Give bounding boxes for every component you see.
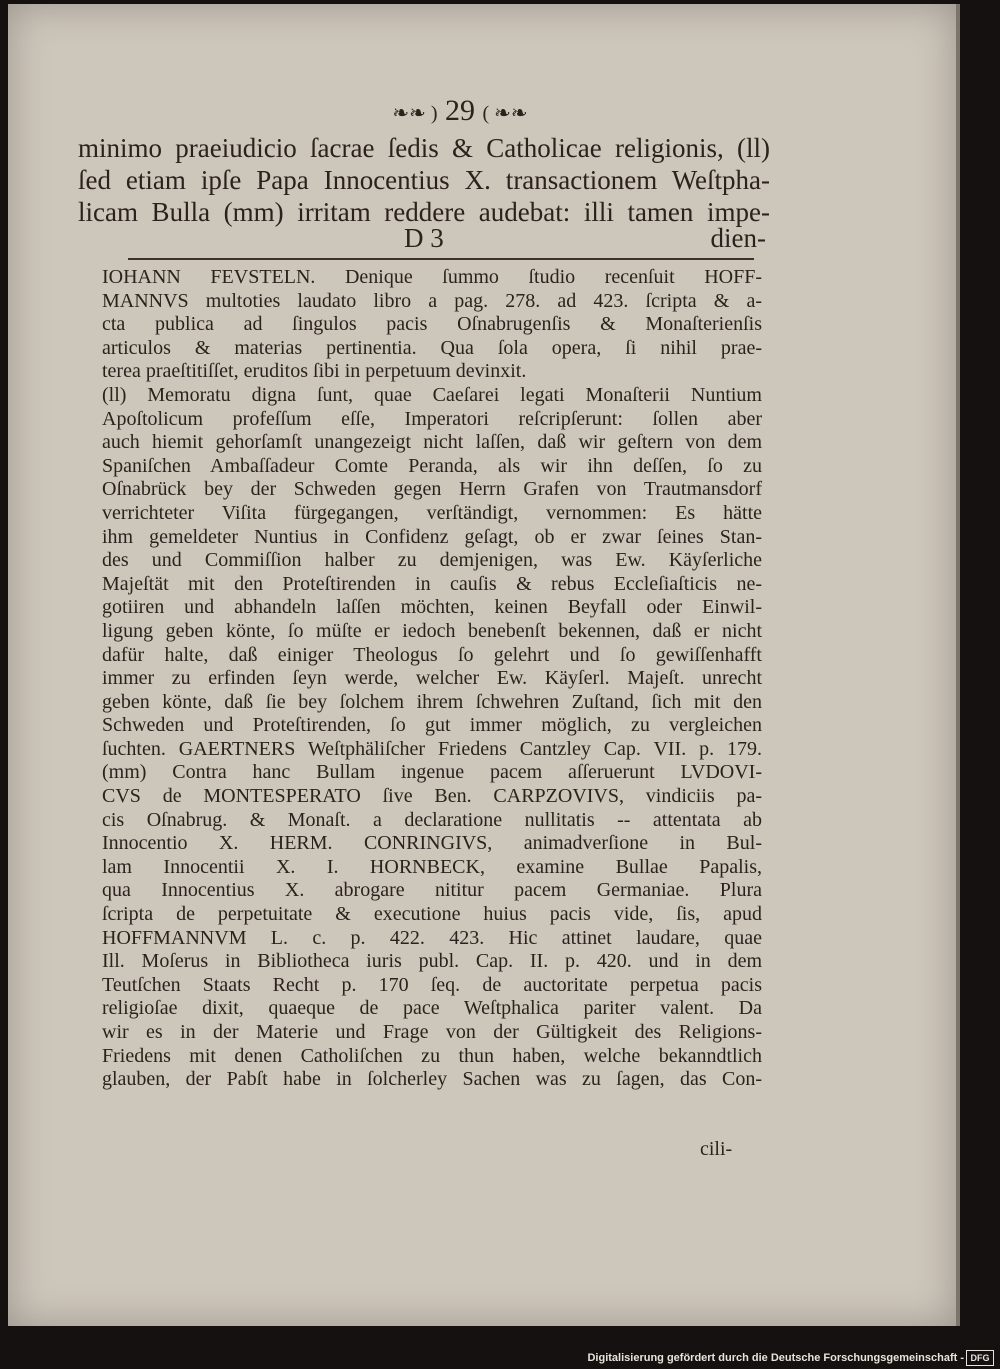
body-line: ſed etiam ipſe Papa Innocentius X. transactionem Weſtpha- (78, 165, 770, 195)
footnote-rule (128, 258, 754, 260)
ornament-left: ❧❧ ) (392, 102, 438, 125)
footnote-line: auch hiemit gehorſamſt unangezeigt nicht laſſen, daß wir geſtern von dem (102, 431, 762, 454)
footnote-line: Friedens mit denen Catholiſchen zu thun haben, welche bekanndtlich (102, 1044, 762, 1067)
body-line: minimo praeiudicio ſacrae ſedis & Catholicae religionis, (ll) (78, 133, 770, 163)
footnote-line: ſuchten. GAERTNERS Weſtphäliſcher Friedens Cantzley Cap. VII. p. 179. (102, 737, 762, 760)
footnote-line: HOFFMANNVM L. c. p. 422. 423. Hic attinet laudare, quae (102, 926, 762, 949)
footnote-line: wir es in der Materie und Frage von der Gültigkeit des Religions- (102, 1021, 762, 1043)
footnote-line: MANNVS multoties laudato libro a pag. 278. ad 423. ſcripta & a- (102, 289, 762, 312)
dfg-logo: DFG (966, 1350, 994, 1366)
footnote-line: cta publica ad ſingulos pacis Oſnabrugenſis & Monaſterienſis (102, 313, 762, 336)
footnote-line: Oſnabrück bey der Schweden gegen Herrn Grafen von Trautmansdorf (102, 478, 762, 501)
signature-mark: D 3 (404, 223, 444, 253)
footnote-line: CVS de MONTESPERATO ſive Ben. CARPZOVIVS, vindiciis pa- (102, 785, 762, 808)
signature-row (78, 223, 770, 259)
final-catchword: cili- (700, 1138, 733, 1160)
page-header (340, 94, 580, 128)
footnote-line: glauben, der Pabſt habe in ſolcherley Sachen was zu ſagen, das Con- (102, 1068, 762, 1091)
footnote-line: religioſae dixit, quaeque de pace Weſtphalica pariter valent. Da (102, 997, 762, 1020)
body-line: licam Bulla (mm) irritam reddere audebat: illi tamen impe- (78, 197, 770, 227)
footnote-line: des und Commiſſion halber zu demjenigen, was Ew. Käyſerliche (102, 549, 762, 572)
footnote-line: IOHANN FEVSTELN. Denique ſummo ſtudio recenſuit HOFF- (102, 266, 762, 288)
footnote-line: gotiiren und abhandeln laſſen möchten, keinen Beyfall oder Einwil- (102, 596, 762, 619)
footnote-line: ihm gemeldeter Nuntius in Confidenz geſagt, ob er zwar ſeines Stan- (102, 525, 762, 548)
footnote-line: Innocentio X. HERM. CONRINGIVS, animadverſione in Bul- (102, 832, 762, 855)
footnote-line: ligung geben könte, ſo müſte er iedoch benebenſt bekennen, daß er nicht (102, 619, 762, 642)
footnote-line: geben könte, daß ſie bey ſolchem ihrem ſchwehren Zuſtand, ſich mit den (102, 690, 762, 713)
footnote-line: dafür halte, daß einiger Theologus ſo gelehrt und ſo gewiſſenhafft (102, 643, 762, 666)
footnote-line: Apoſtolicum profeſſum eſſe, Imperatori reſcripſerunt: ſollen aber (102, 407, 762, 430)
footnote-line: terea praeſtitiſſet, eruditos ſibi in perpetuum devinxit. (102, 360, 527, 383)
page-number: 29 (445, 94, 475, 127)
footnote-line: ſcripta de perpetuitate & executione huius pacis vide, ſis, apud (102, 903, 762, 926)
footnote-line: verrichteter Viſita fürgegangen, verſtändigt, vernommen: Es hätte (102, 501, 762, 524)
footnote-line: lam Innocentii X. I. HORNBECK, examine Bullae Papalis, (102, 855, 762, 878)
footnote-line: Schweden und Proteſtirenden, ſo gut immer möglich, zu vergleichen (102, 714, 762, 737)
footnote-line: Majeſtät mit den Proteſtirenden in cauſis & rebus Eccleſiaſticis ne- (102, 572, 762, 595)
footnote-line: immer zu erfinden ſeyn werde, welcher Ew. Käyſerl. Majeſt. unrecht (102, 667, 762, 690)
page-edge (956, 4, 960, 1326)
footnote-line: (ll) Memoratu digna ſunt, quae Caeſarei legati Monaſterii Nuntium (102, 383, 762, 406)
footnote-line: Spaniſchen Ambaſſadeur Comte Peranda, als wir ihn deſſen, ſo zu (102, 454, 762, 477)
footnote-line: articulos & materias pertinentia. Qua ſola opera, ſi nihil prae- (102, 336, 762, 359)
ornament-right: ( ❧❧ (482, 102, 528, 125)
body-text (78, 132, 770, 228)
footnote-line: Teutſchen Staats Recht p. 170 ſeq. de auctoritate perpetua pacis (102, 973, 762, 996)
footnotes (102, 266, 762, 1092)
footer-credit: Digitalisierung gefördert durch die Deutsche Forschungsgemeinschaft - (587, 1352, 964, 1364)
footnote-line: cis Oſnabrug. & Monaſt. a declaratione nullitatis -- attentata ab (102, 808, 762, 831)
footnote-line: Ill. Moſerus in Bibliotheca iuris publ. Cap. II. p. 420. und in dem (102, 950, 762, 973)
footnote-line: (mm) Contra hanc Bullam ingenue pacem aſſeruerunt LVDOVI- (102, 761, 762, 784)
catchword: dien- (710, 223, 766, 253)
footnote-line: qua Innocentius X. abrogare nititur pacem Germaniae. Plura (102, 879, 762, 902)
